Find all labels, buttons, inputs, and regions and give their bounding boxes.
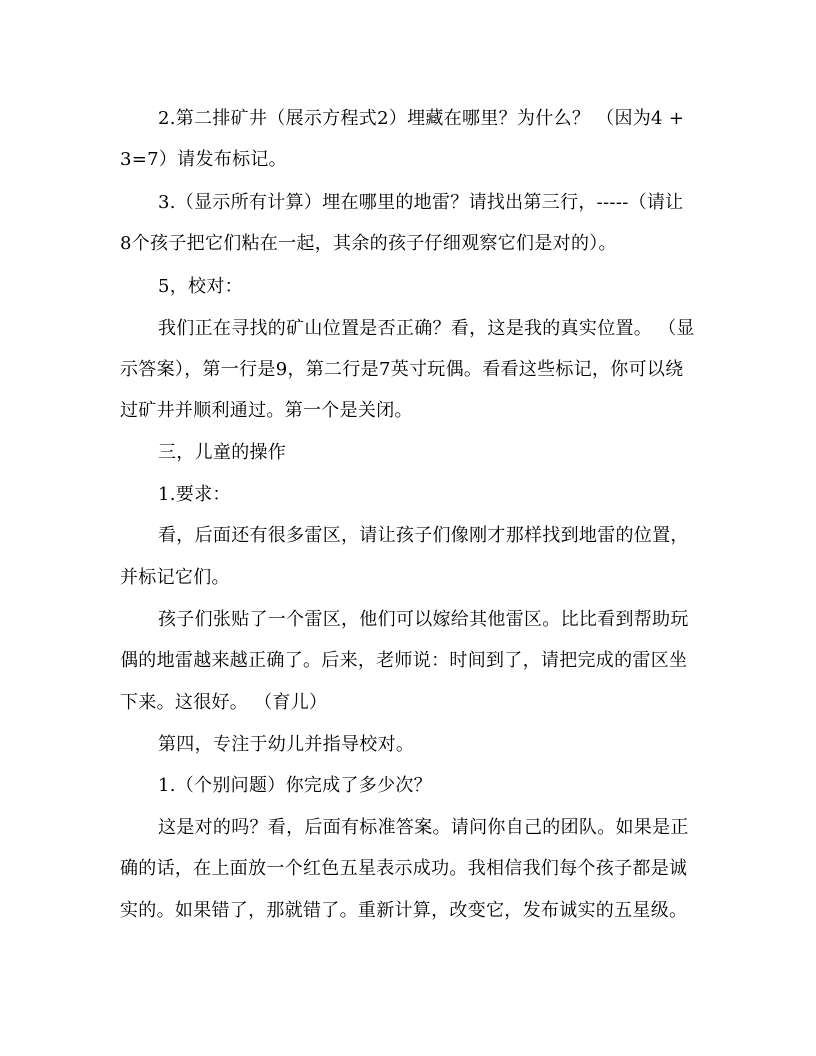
- text-line: 3.（显示所有计算）埋在哪里的地雷？请找出第三行，-----（请让: [158, 192, 684, 213]
- section-heading: 第四，专注于幼儿并指导校对。: [158, 734, 415, 755]
- section-heading: 1.要求：: [158, 484, 231, 505]
- text-line: 我们正在寻找的矿山位置是否正确？看，这是我的真实位置。 （显: [158, 318, 695, 339]
- text-line: 实的。如果错了，那就错了。重新计算，改变它，发布诚实的五星级。: [120, 900, 688, 921]
- text-line: 下来。这很好。 （育儿）: [120, 692, 328, 713]
- section-heading: 三，儿童的操作: [158, 442, 287, 463]
- text-line: 1.（个别问题）你完成了多少次？: [158, 775, 432, 796]
- text-line: 过矿井并顺利通过。第一个是关闭。: [120, 400, 413, 421]
- text-line: 确的话，在上面放一个红色五星表示成功。我相信我们每个孩子都是诚: [120, 858, 688, 879]
- text-line: 看，后面还有很多雷区，请让孩子们像刚才那样找到地雷的位置，: [158, 525, 689, 546]
- text-line: 2.第二排矿井（展示方程式2）埋藏在哪里？为什么？ （因为4 +: [158, 108, 685, 129]
- text-line: 这是对的吗？看，后面有标准答案。请问你自己的团队。如果是正: [158, 817, 689, 838]
- section-heading: 5，校对：: [158, 276, 243, 297]
- text-line: 偶的地雷越来越正确了。后来，老师说：时间到了，请把完成的雷区坐: [120, 650, 688, 671]
- text-line: 8个孩子把它们粘在一起，其余的孩子仔细观察它们是对的）。: [120, 233, 617, 254]
- text-line: 示答案），第一行是9，第二行是7英寸玩偶。看看这些标记，你可以绕: [120, 359, 684, 380]
- text-line: 3=7）请发布标记。: [120, 149, 287, 170]
- text-line: 并标记它们。: [120, 567, 230, 588]
- text-line: 孩子们张贴了一个雷区，他们可以嫁给其他雷区。比比看到帮助玩: [158, 609, 689, 630]
